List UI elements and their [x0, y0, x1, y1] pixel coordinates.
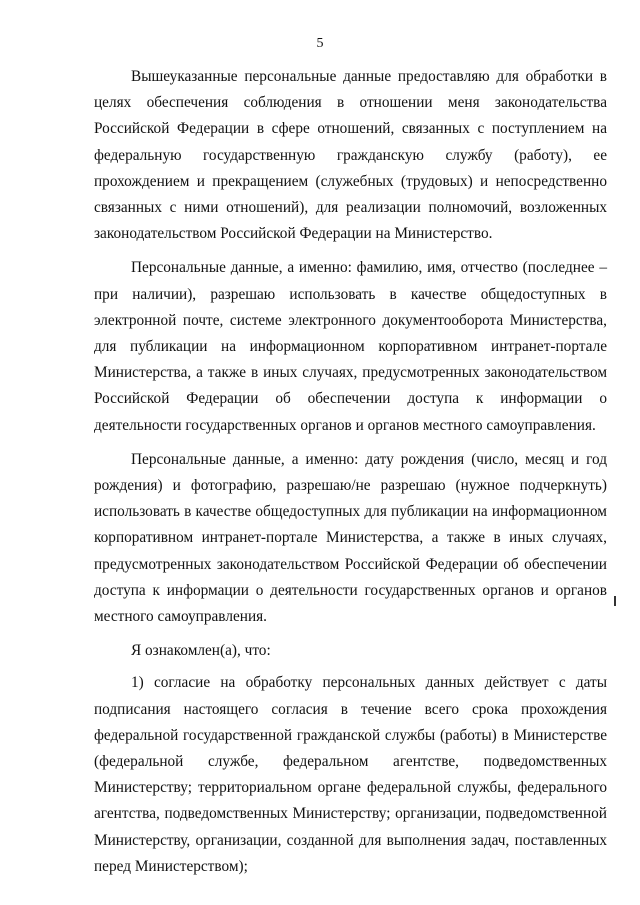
- paragraph-public-birthdate-photo: Персональные данные, а именно: дату рождения (число, месяц и год рождения) и фотографию, разрешаю/не разрешаю (нужное подчеркнуть) использовать в качестве общедоступных для публикации на информационном корпоративном интранет-портале Министерства, а также в иных случаях, предусмотренных законодательством Российской Федерации об обеспечении доступа к информации о деятельности государственных органов и органов местного самоуправления.: [94, 450, 607, 626]
- document-body: [94, 64, 607, 888]
- paragraph-public-name: Персональные данные, а именно: фамилию, имя, отчество (последнее – при наличии), разрешаю использовать в качестве общедоступных в электронной почте, системе электронного документооборота Министерства, для публикации на информационном корпоративном интранет-портале Министерства, а также в иных случаях, предусмотренных законодательством Российской Федерации об обеспечении доступа к информации о деятельности государственных органов и органов местного самоуправления.: [94, 259, 607, 434]
- page-number: 5: [316, 36, 324, 51]
- paragraph-acknowledged: Я ознакомлен(а), что:: [131, 642, 271, 660]
- scan-edge-mark: [614, 596, 616, 606]
- paragraph-item-1: 1) согласие на обработку персональных данных действует с даты подписания настоящего согласия в течение всего срока прохождения федеральной государственной гражданской службы (работы) в Министерстве (федеральной службе, федеральном агентстве, подведомственных Министерству; территориальном органе федеральной службы, федерального агентства, подведомственных Министерству; организации, подведомственной Министерству, организации, созданной для выполнения задач, поставленных перед Министерством);: [94, 674, 607, 875]
- paragraph-purpose: Вышеуказанные персональные данные предоставляю для обработки в целях обеспечения соблюдения в отношении меня законодательства Российской Федерации в сфере отношений, связанных с поступлением на федеральную государственную гражданскую службу (работу), ее прохождением и прекращением (служебных (трудовых) и непосредственно связанных с ними отношений), для реализации полномочий, возложенных законодательством Российской Федерации на Министерство.: [94, 68, 607, 243]
